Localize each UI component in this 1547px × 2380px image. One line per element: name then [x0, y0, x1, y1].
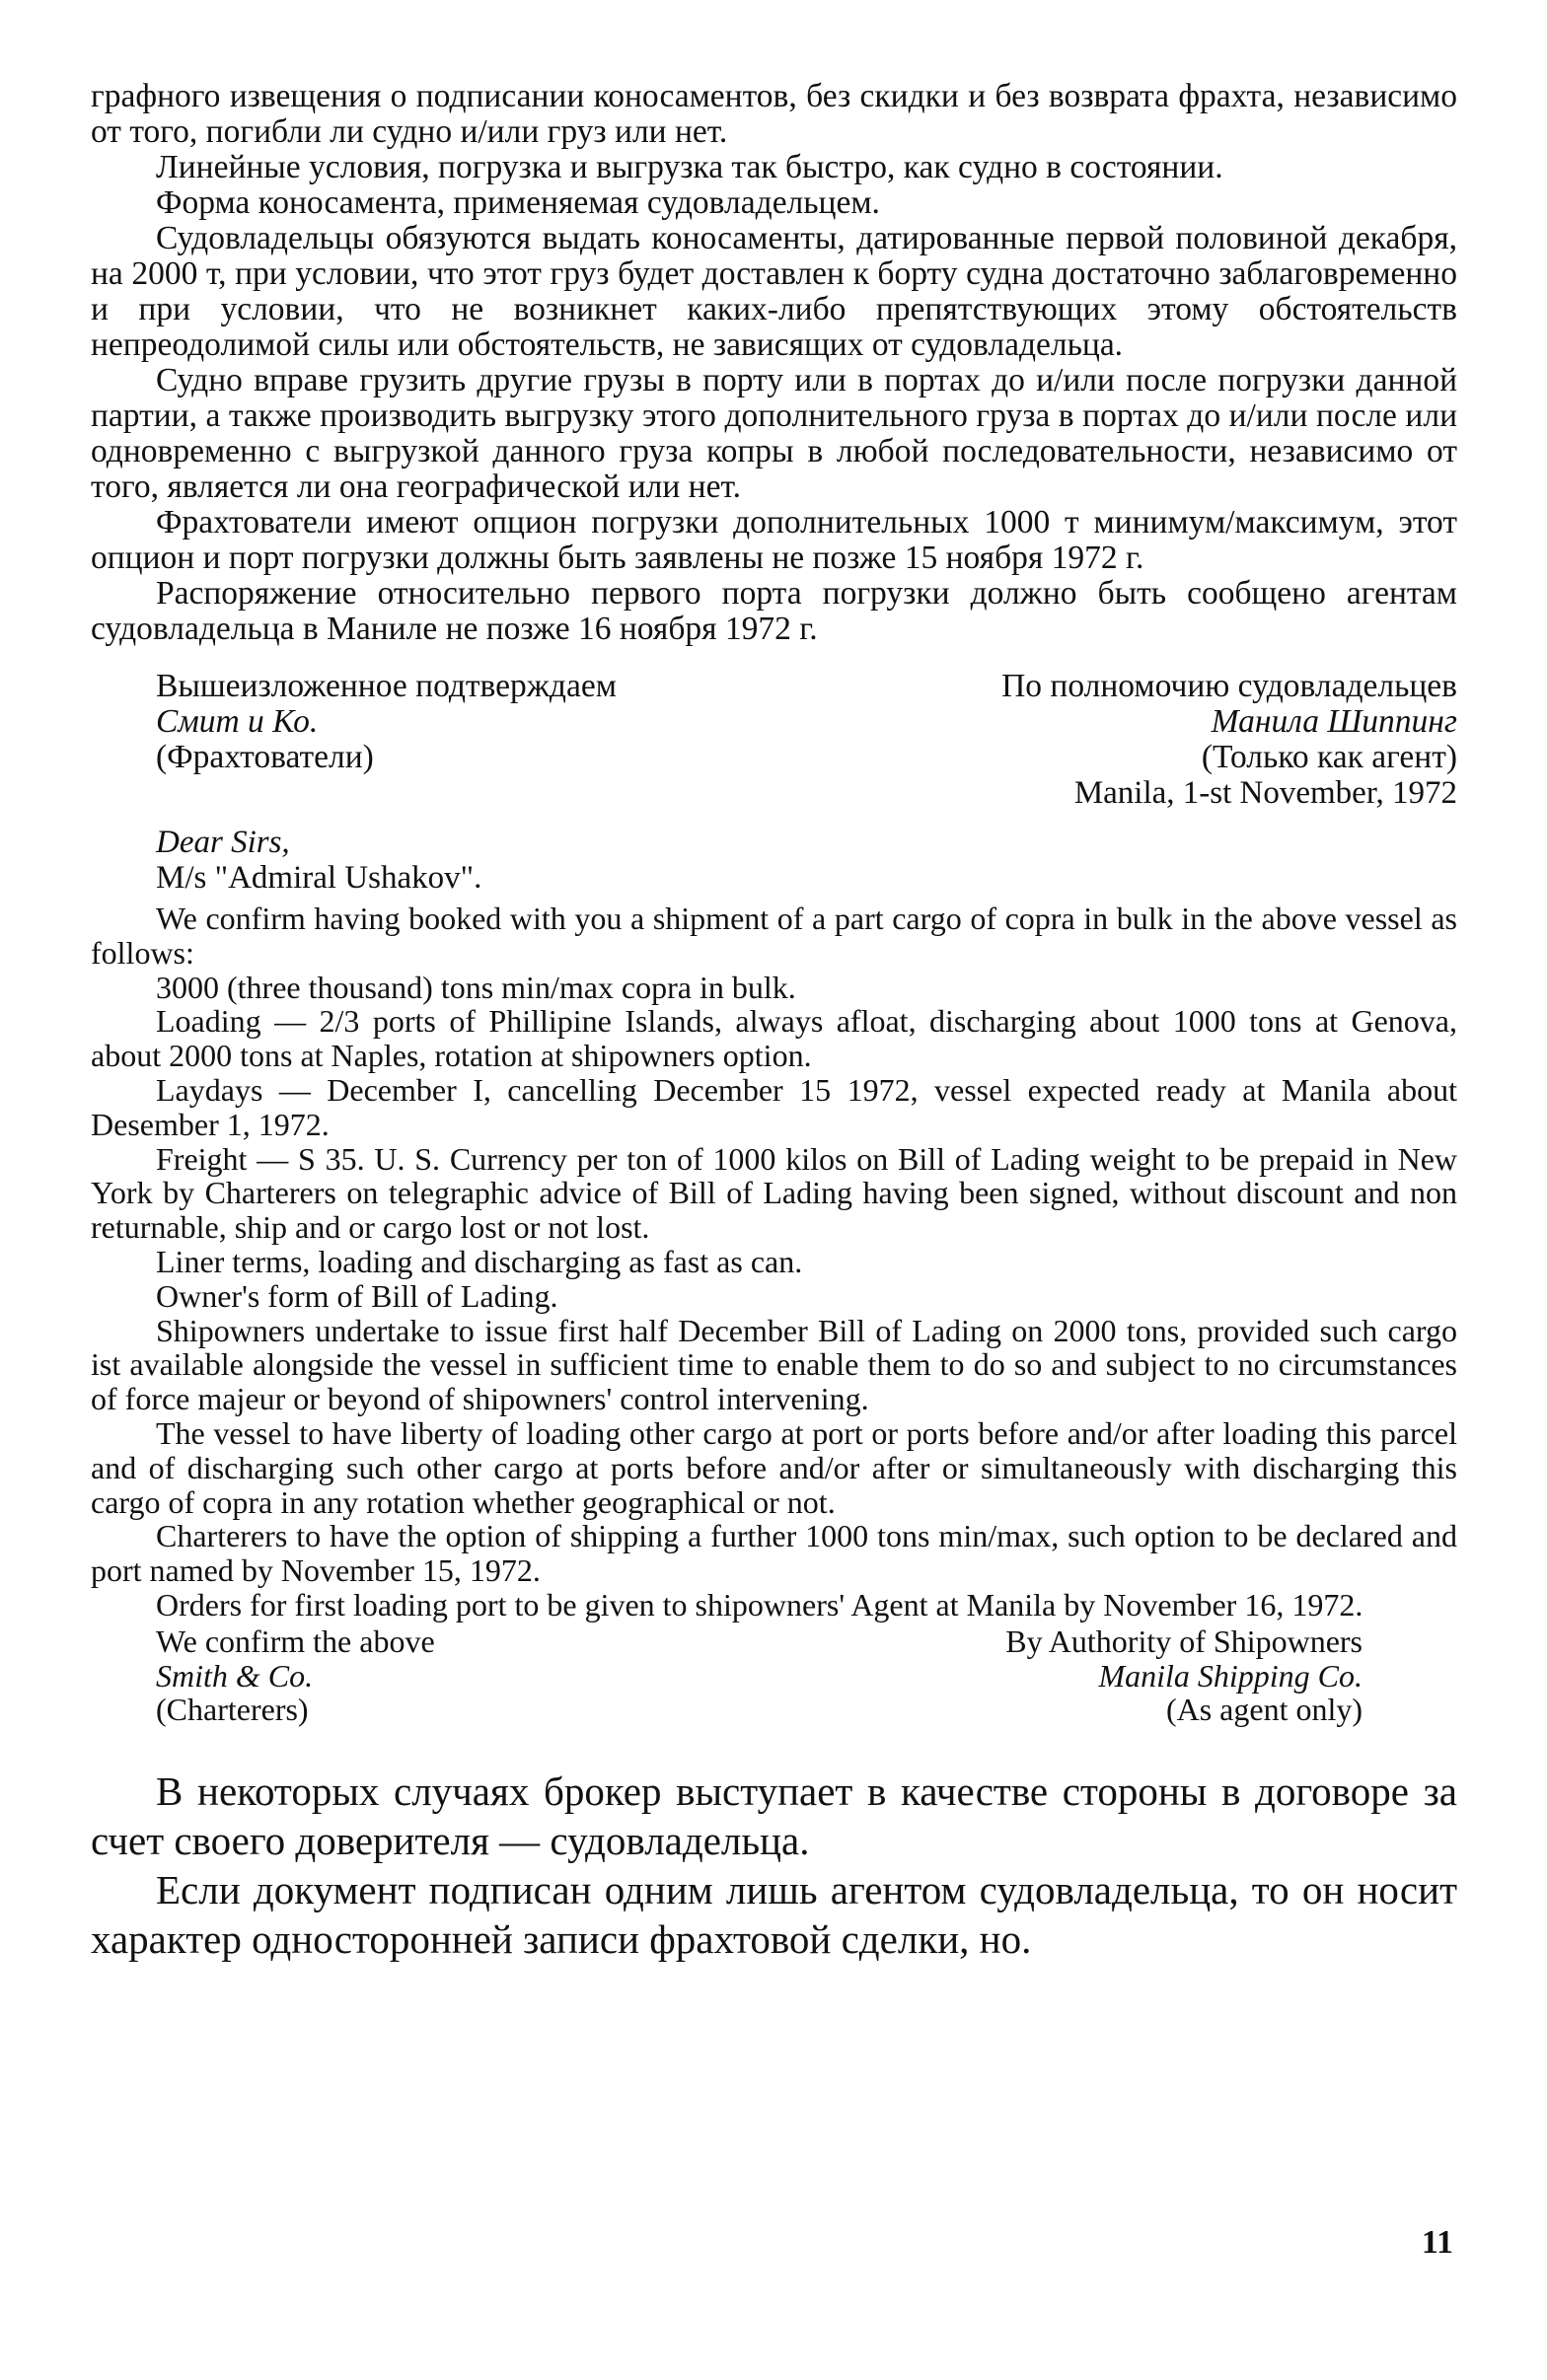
- ru-paragraph-4: Судовладельцы обязуются выдать коносаменты, датированные первой половиной декабря, на 2000 т, при условии, что этот груз будет доставлен к борту судна достаточно заблаговременно и при условии, что не возникнет каких-либо препятствующих этому обстоятельств непреодолимой силы или обстоятельств, не зависящих от судовладельца.: [91, 220, 1457, 363]
- en-paragraph-7: Owner's form of Bill of Lading.: [156, 1277, 558, 1314]
- english-charter-text: [91, 902, 1457, 1623]
- en-paragraph-10: Charterers to have the option of shipping a further 1000 tons min/max, such option to be declared and port named by November 15, 1972.: [91, 1518, 1457, 1589]
- vessel-name: M/s "Admiral Ushakov".: [156, 860, 482, 896]
- ru-authority-line: По полномочию судовладельцев: [1001, 668, 1457, 704]
- ru-agent-role: (Только как агент): [1201, 739, 1457, 775]
- ru-paragraph-3: Форма коносамента, применяемая судовладельцем.: [156, 184, 880, 221]
- russian-signature-block: [91, 669, 1457, 775]
- ru-agent-name: Манила Шиппинг: [1211, 703, 1457, 740]
- letter-salutation: Dear Sirs,: [156, 825, 290, 860]
- english-signature-block: [91, 1624, 1457, 1727]
- en-paragraph-8: Shipowners undertake to issue first half December Bill of Lading on 2000 tons, provided such cargo ist available alongside the vessel in sufficient time to enable them to do so and subject to no circumstances of force majeur or beyond of shipowners' control intervening.: [91, 1312, 1457, 1417]
- en-agent-name: Manila Shipping Co.: [1098, 1657, 1363, 1694]
- ru-paragraph-5: Судно вправе грузить другие грузы в порту или в портах до и/или после погрузки данной партии, а также производить выгрузку этого дополнительного груза в портах до и/или после или одновременно с выгрузкой данного груза копры в любой последовательности, независимо от того, является ли она географической или нет.: [91, 362, 1457, 505]
- ru-signature-shipowners: [1001, 669, 1457, 775]
- en-paragraph-1: We confirm having booked with you a shipment of a part cargo of copra in bulk in the above vessel as follows:: [91, 901, 1457, 971]
- en-paragraph-6: Liner terms, loading and discharging as fast as can.: [156, 1243, 803, 1279]
- en-confirm-line: We confirm the above: [156, 1623, 435, 1659]
- body-paragraph-1: В некоторых случаях брокер выступает в качестве стороны в договоре за счет своего доверителя — судовладельца.: [91, 1768, 1457, 1864]
- body-text-continuation: [91, 1767, 1457, 1964]
- en-paragraph-3: Loading — 2/3 ports of Phillipine Islands, always afloat, discharging about 1000 tons at Genova, about 2000 tons at Naples, rotation at shipowners option.: [91, 1003, 1457, 1074]
- en-paragraph-4: Laydays — December I, cancelling December 15 1972, vessel expected ready at Manila about Desember 1, 1972.: [91, 1071, 1457, 1142]
- ru-charterer-name: Смит и Ко.: [156, 703, 319, 740]
- en-paragraph-9: The vessel to have liberty of loading other cargo at port or ports before and/or after loading this parcel and of discharging such other cargo at ports before and/or after or simultaneously with discharging this cargo of copra in any rotation whether geographical or not.: [91, 1414, 1457, 1520]
- ru-paragraph-7: Распоряжение относительно первого порта погрузки должно быть сообщено агентам судовладельца в Маниле не позже 16 ноября 1972 г.: [91, 575, 1457, 647]
- en-signature-charterers: [91, 1624, 435, 1727]
- en-paragraph-2: 3000 (three thousand) tons min/max copra in bulk.: [156, 969, 796, 1005]
- letter-date: Manila, 1-st November, 1972: [1073, 775, 1457, 811]
- ru-signature-charterers: [91, 669, 617, 775]
- en-authority-line: By Authority of Shipowners: [1005, 1623, 1363, 1659]
- page-number: 11: [1421, 2224, 1453, 2261]
- ru-paragraph-6: Фрахтователи имеют опцион погрузки дополнительных 1000 т минимум/максимум, этот опцион и порт погрузки должны быть заявлены не позже 15 ноября 1972 г.: [91, 504, 1457, 576]
- en-paragraph-5: Freight — S 35. U. S. Currency per ton of 1000 kilos on Bill of Lading weight to be prepaid in New York by Charterers on telegraphic advice of Bill of Lading having been signed, without discount and non returnable, ship and or cargo lost or not lost.: [91, 1140, 1457, 1246]
- ru-confirm-line: Вышеизложенное подтверждаем: [156, 668, 617, 704]
- en-charterer-name: Smith & Co.: [156, 1657, 314, 1694]
- ru-charterer-role: (Фрахтователи): [156, 739, 374, 775]
- document-page: [91, 79, 1457, 1964]
- russian-charter-text: [91, 79, 1457, 647]
- letter-header: [91, 825, 1457, 896]
- ru-paragraph-1: графного извещения о подписании коносаментов, без скидки и без возврата фрахта, независимо от того, погибли ли судно и/или груз или нет.: [91, 78, 1457, 150]
- ru-paragraph-2: Линейные условия, погрузка и выгрузка так быстро, как судно в состоянии.: [156, 149, 1223, 185]
- en-paragraph-11: Orders for first loading port to be given to shipowners' Agent at Manila by November 16, 1972.: [156, 1586, 1363, 1623]
- en-agent-role: (As agent only): [1165, 1692, 1363, 1728]
- en-charterer-role: (Charterers): [156, 1692, 309, 1728]
- body-paragraph-2: Если документ подписан одним лишь агентом судовладельца, то он носит характер односторонней записи фрахтовой сделки, но.: [91, 1867, 1457, 1963]
- en-signature-shipowners: [1005, 1624, 1457, 1727]
